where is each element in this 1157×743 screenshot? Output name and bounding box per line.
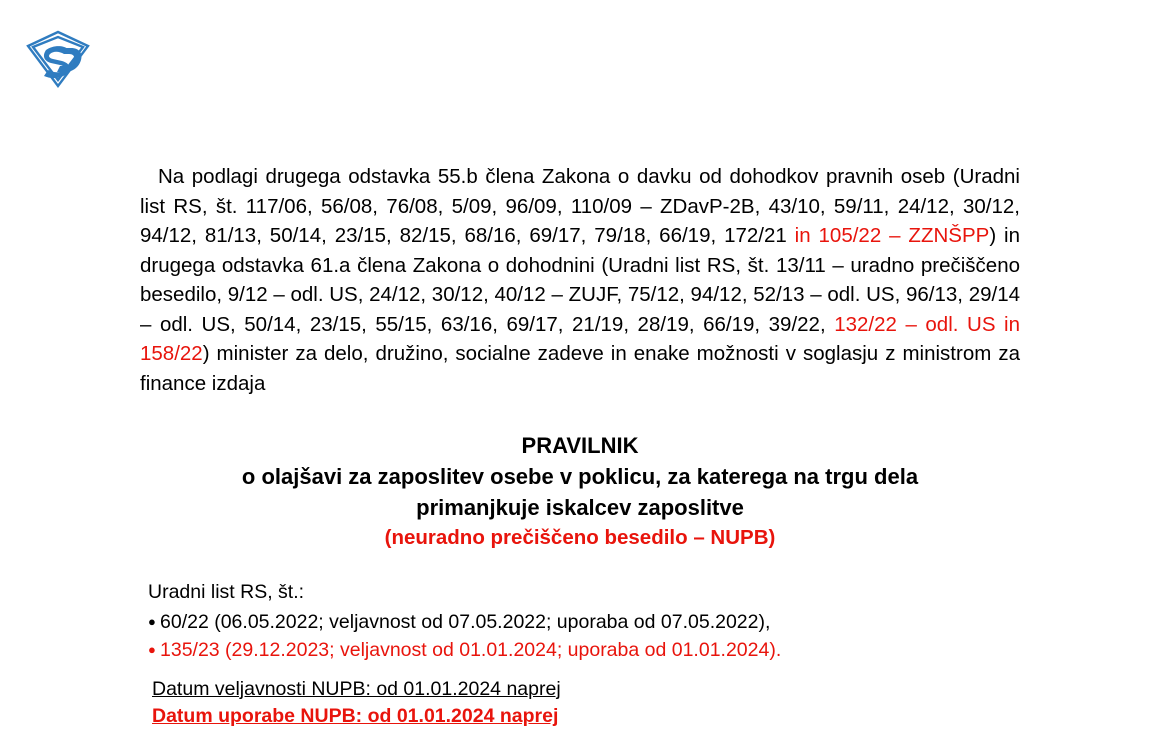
document-subtitle-line-2: primanjkuje iskalcev zaposlitve	[416, 495, 744, 520]
reference-text: 135/23 (29.12.2023; veljavnost od 01.01.2024; uporaba od 01.01.2024).	[160, 639, 782, 661]
bullet-icon: ●	[148, 614, 156, 629]
usage-date: Datum uporabe NUPB: od 01.01.2024 naprej	[152, 705, 559, 727]
legal-basis-part-2: ) in drugega odstavka 61.a člena Zakona o dohodnini (Uradni list RS, št. 13/11 – uradno prečiščeno besedilo, 9/12 – odl. US, 24/12, 30/12, 40/12 – ZUJF, 75/12, 94/12, 52/13 – odl. US, 96/13, 29/14 – odl. US, 50/14, 23/15, 55/15, 63/16, 69/17, 21/19, 28/19, 66/19, 39/22,	[140, 224, 1020, 336]
nupb-dates	[152, 676, 1032, 730]
official-gazette-references	[148, 578, 1028, 664]
legal-basis-red-2: 132/22 – odl. US in 158/22	[140, 312, 1020, 365]
document-subtitle-line-1: o olajšavi za zaposlitev osebe v poklicu, za katerega na trgu dela	[241, 464, 919, 489]
document-title-note: (neuradno prečiščeno besedilo – NUPB)	[384, 526, 776, 549]
legal-basis-paragraph	[140, 162, 1020, 398]
sd-logo-icon	[22, 28, 94, 90]
legal-basis-red-1: in 105/22 – ZZNŠPP	[794, 224, 990, 247]
usage-date-row	[152, 703, 1032, 730]
title-block	[140, 430, 1020, 553]
list-item	[148, 608, 1028, 636]
bullet-icon: ●	[148, 642, 156, 657]
legal-basis-part-3: ) minister za delo, družino, socialne zadeve in enake možnosti v soglasju z ministrom za finance izdaja	[140, 342, 1020, 395]
reference-text: 60/22 (06.05.2022; veljavnost od 07.05.2022; uporaba od 07.05.2022),	[160, 611, 771, 633]
validity-date-row	[152, 676, 1032, 703]
references-caption: Uradni list RS, št.:	[148, 581, 305, 603]
document-title: PRAVILNIK	[521, 433, 639, 458]
list-item	[148, 636, 1028, 664]
validity-date: Datum veljavnosti NUPB: od 01.01.2024 naprej	[152, 678, 561, 700]
legal-basis-part-1: Na podlagi drugega odstavka 55.b člena Zakona o davku od dohodkov pravnih oseb (Uradni list RS, št. 117/06, 56/08, 76/08, 5/09, 96/09, 110/09 – ZDavP-2B, 43/10, 59/11, 24/12, 30/12, 94/12, 81/13, 50/14, 23/15, 82/15, 68/16, 69/17, 79/18, 66/19, 172/21	[140, 165, 1020, 247]
